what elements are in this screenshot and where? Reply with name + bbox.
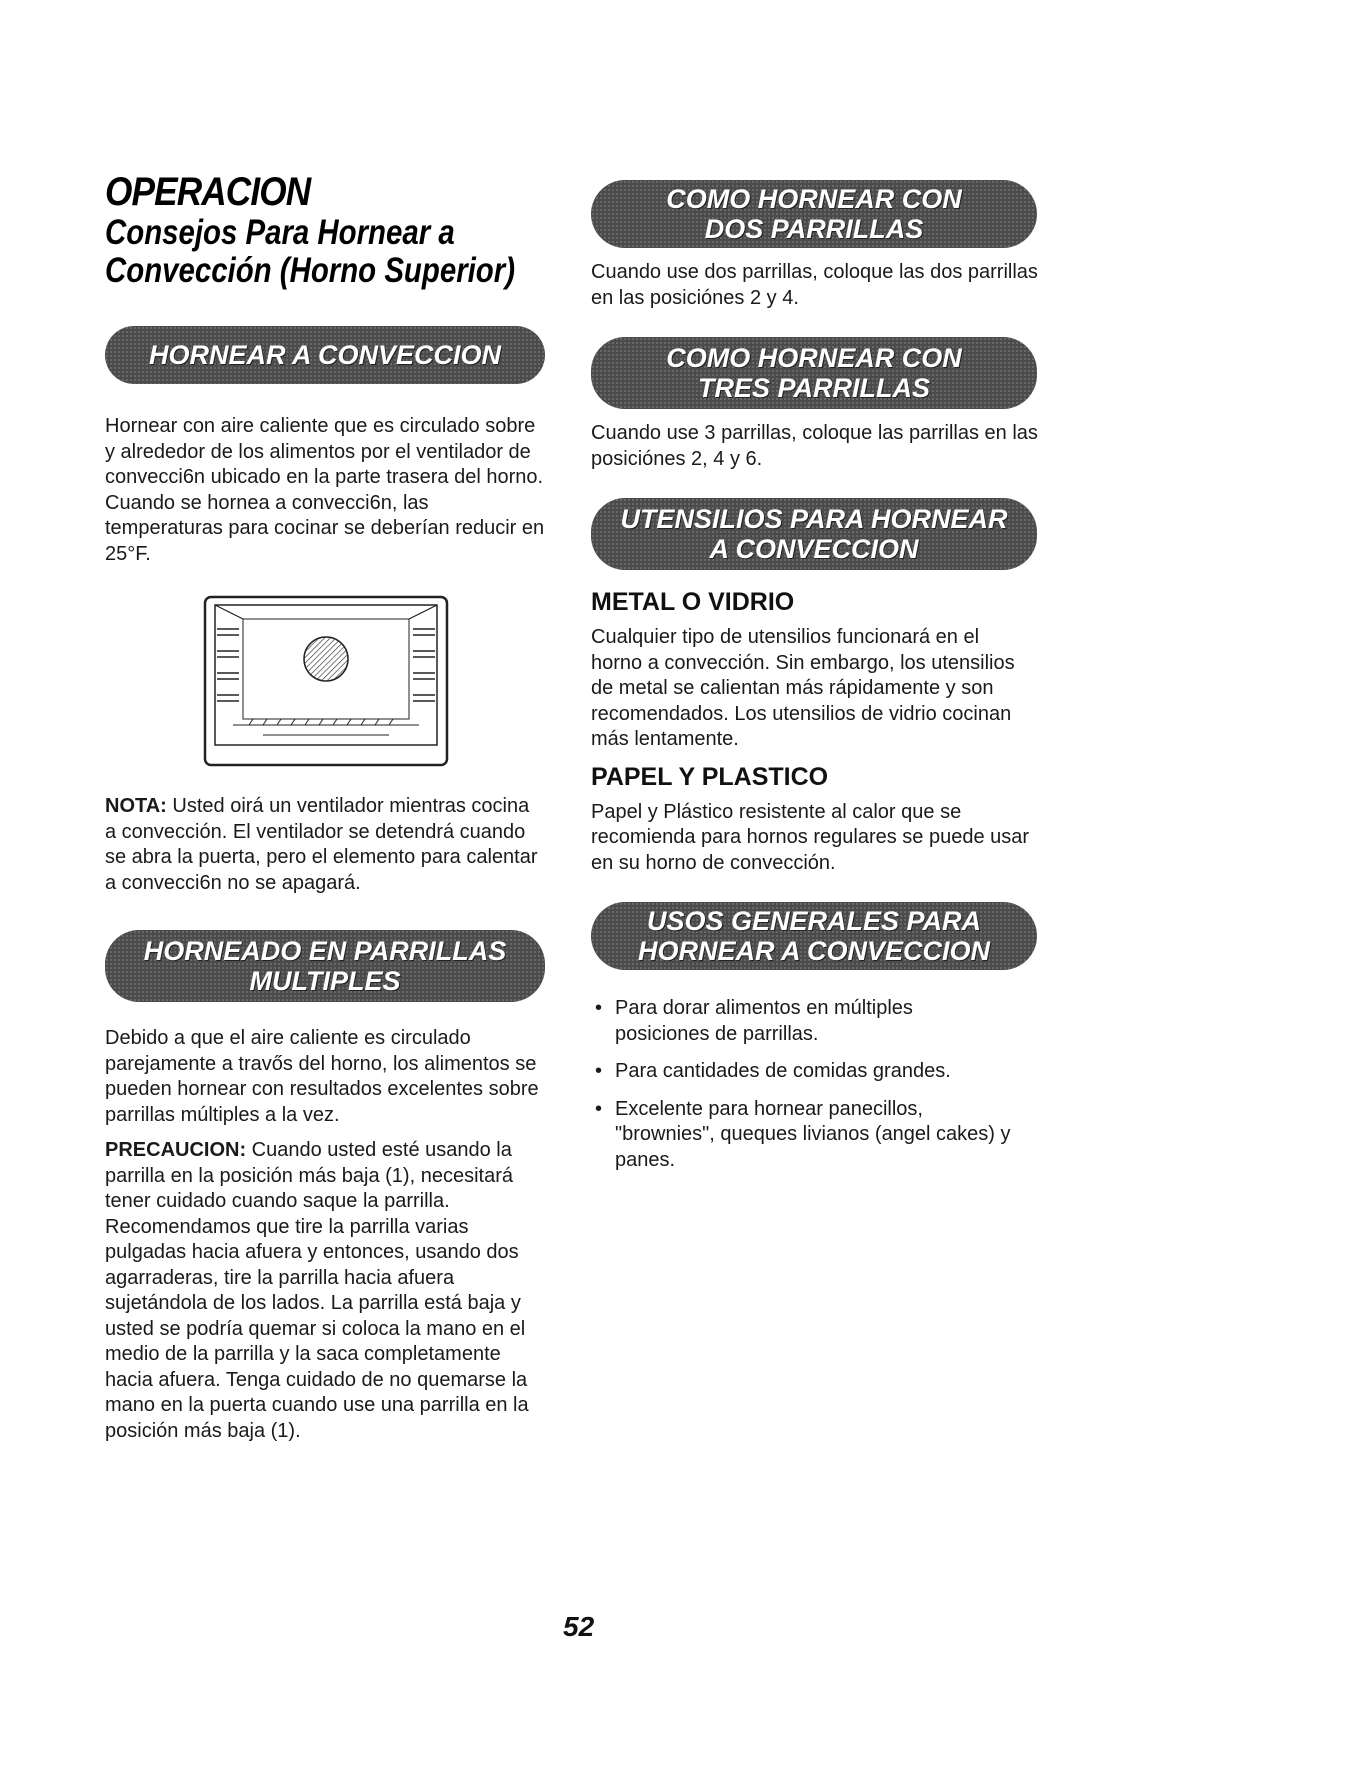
multi-rack-paragraph: Debido a que el aire caliente es circulado parejamente a travős del horno, los alimentos se pueden hornear con resultados excelentes sobre parrillas múltiples a la vez. (105, 1027, 539, 1126)
nota-text: Usted oirá un ventilador mientras cocina a convección. El ventilador se detendrá cuando se abra la puerta, pero el elemento para calentar a convecci6n no se apagará. (105, 795, 538, 894)
banner-usos-generales (591, 902, 1037, 970)
nota-label: NOTA: (105, 795, 167, 817)
usos-generales-list (591, 996, 1011, 1173)
banner-text-line2: TRES PARRILLAS (697, 373, 930, 403)
precaucion-paragraph (105, 1138, 545, 1444)
list-item: • Para dorar alimentos en múltiples posiciones de parrillas. (591, 996, 1011, 1047)
banner-text-line1: UTENSILIOS PARA HORNEAR (620, 504, 1008, 534)
page-subtitle-line2: Convección (Horno Superior) (105, 251, 515, 290)
left-column (105, 170, 545, 1444)
banner-tres-parrillas (591, 337, 1037, 409)
nota-paragraph (105, 794, 545, 896)
oven-fan-diagram (203, 595, 449, 767)
dos-parrillas-paragraph: Cuando use dos parrillas, coloque las dos parrillas en las posiciónes 2 y 4. (591, 261, 1038, 309)
precaucion-label: PRECAUCION: (105, 1139, 247, 1161)
banner-utensilios (591, 498, 1037, 570)
banner-text-line2: DOS PARRILLAS (704, 214, 924, 244)
banner-dos-parrillas (591, 180, 1037, 248)
tres-parrillas-paragraph: Cuando use 3 parrillas, coloque las parrillas en las posiciónes 2, 4 y 6. (591, 422, 1038, 470)
metal-vidrio-paragraph: Cualquier tipo de utensilios funcionará en el horno a convección. Sin embargo, los utensilios de metal se calientan más rápidamente y son recomendados. Los utensilios de vidrio cocinan más lentamente. (591, 626, 1015, 750)
banner-text-line1: HORNEADO EN PARRILLAS (143, 936, 507, 966)
banner-text-line2: MULTIPLES (249, 966, 401, 996)
banner-text-line1: COMO HORNEAR CON (666, 184, 962, 214)
banner-horneado-en-parrillas-multiples (105, 930, 545, 1002)
banner-text-line1: USOS GENERALES PARA (646, 906, 982, 936)
page-subtitle-line1: Consejos Para Hornear a (105, 213, 455, 252)
subhead-papel-y-plastico: PAPEL Y PLASTICO (591, 762, 829, 791)
page-number: 52 (563, 1611, 595, 1642)
banner-text-line2: HORNEAR A CONVECCION (637, 936, 990, 966)
fan-icon (304, 637, 348, 681)
banner-text-line1: COMO HORNEAR CON (666, 343, 962, 373)
banner-text: HORNEAR A CONVECCION (148, 340, 501, 370)
right-column (591, 180, 1051, 1185)
papel-plastico-paragraph: Papel y Plástico resistente al calor que se recomienda para hornos regulares se puede usar en su horno de convección. (591, 800, 1030, 874)
list-item: • Excelente para hornear panecillos, "brownies", queques livianos (angel cakes) y panes. (591, 1097, 1011, 1174)
subhead-metal-o-vidrio: METAL O VIDRIO (591, 588, 795, 616)
page-title: OPERACION (105, 170, 311, 214)
list-item: • Para cantidades de comidas grandes. (591, 1059, 1011, 1085)
banner-hornear-a-conveccion (105, 326, 545, 384)
oven-illustration (203, 595, 545, 772)
precaucion-text: Cuando usted esté usando la parrilla en la posición más baja (1), necesitará tener cuidado cuando saque la parrilla. Recomendamos que tire la parrilla varias pulgadas hacia afuera y entonces, usando dos agarraderas, tire la parrilla hacia afuera sujetándola de los lados. La parrilla está baja y usted se podría quemar si coloca la mano en el medio de la parrilla y la saca completamente hacia afuera. Tenga cuidado de no quemarse la mano en la puerta cuando use una parrilla en la posición más baja (1). (105, 1139, 529, 1442)
banner-text-line2: A CONVECCION (709, 534, 919, 564)
intro-paragraph: Hornear con aire caliente que es circulado sobre y alrededor de los alimentos por el ventilador de convecci6n ubicado en la parte trasera del horno. Cuando se hornea a convecci6n, las temperaturas para cocinar se deberían reducir en 25°F. (105, 415, 545, 565)
